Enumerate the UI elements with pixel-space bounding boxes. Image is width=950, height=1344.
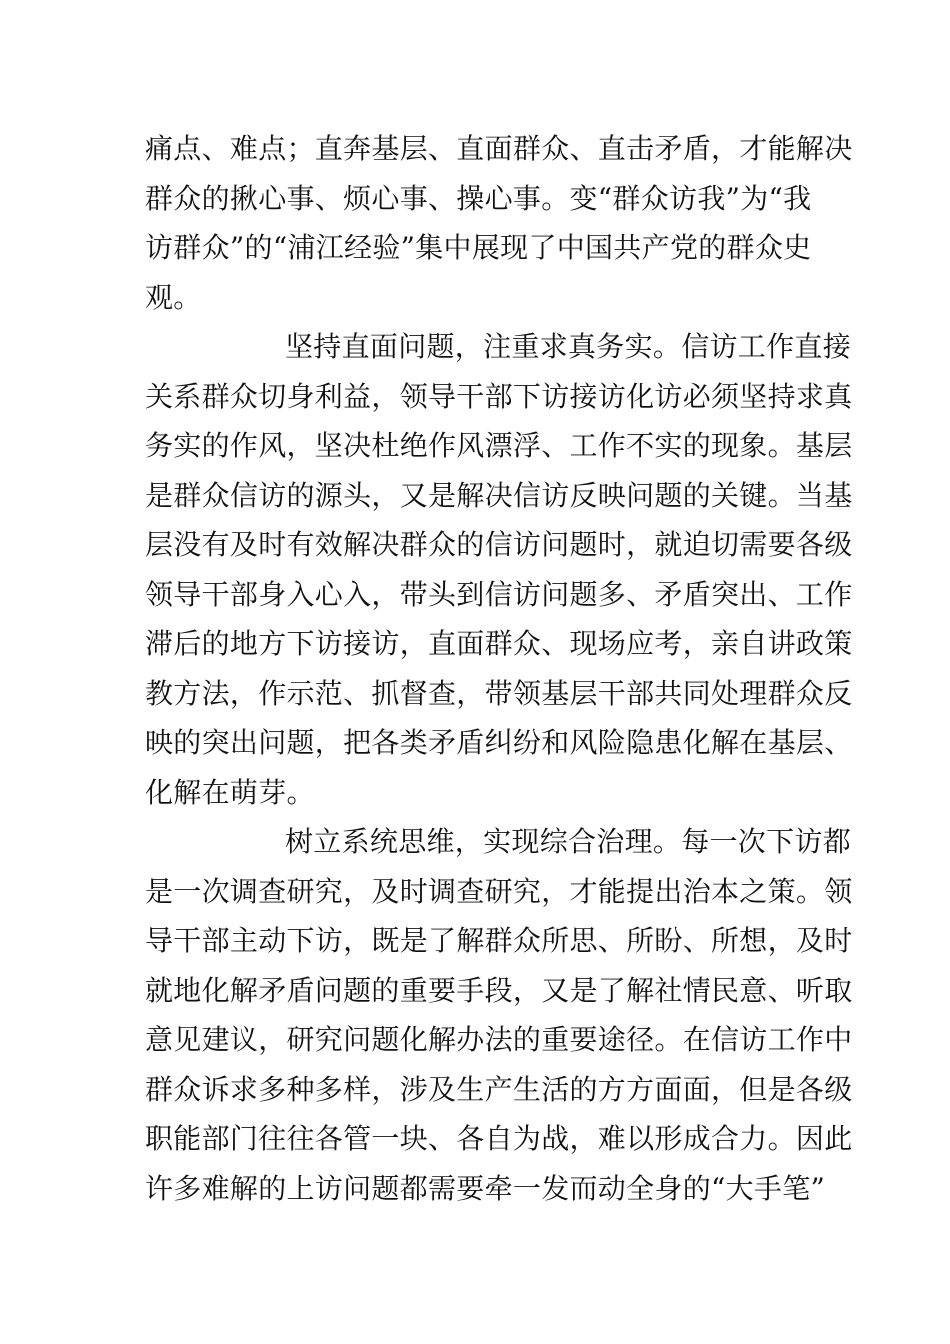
paragraph-line: 领导干部身入心入，带头到信访问题多、矛盾突出、工作 [145, 577, 853, 611]
document-body [145, 124, 853, 1213]
paragraph-1 [145, 124, 853, 322]
paragraph-line: 意见建议，研究问题化解办法的重要途径。在信访工作中 [145, 1023, 853, 1056]
paragraph-line: 许多难解的上访问题都需要牵一发而动全身的“大手笔” [145, 1171, 826, 1205]
paragraph-line: 职能部门往往各管一块、各自为战，难以形成合力。因此 [145, 1122, 853, 1155]
paragraph-line: 导干部主动下访，既是了解群众所思、所盼、所想，及时 [145, 924, 853, 957]
paragraph-2 [145, 322, 853, 817]
paragraph-line: 关系群众切身利益，领导干部下访接访化访必须坚持求真 [145, 379, 853, 413]
paragraph-line: 观。 [145, 280, 202, 314]
paragraph-line: 映的突出问题，把各类矛盾纠纷和风险隐患化解在基层、 [145, 726, 853, 759]
paragraph-line: 务实的作风，坚决杜绝作风漂浮、工作不实的现象。基层 [145, 429, 853, 462]
paragraph-line: 是一次调查研究，及时调查研究，才能提出治本之策。领 [145, 874, 853, 908]
paragraph-line: 访群众”的“浦江经验”集中展现了中国共产党的群众史 [145, 231, 812, 264]
paragraph-line: 是群众信访的源头，又是解决信访反映问题的关键。当基 [145, 478, 853, 512]
paragraph-first-line: 树立系统思维，实现综合治理。每一次下访都 [285, 825, 852, 858]
paragraph-line: 就地化解矛盾问题的重要手段，又是了解社情民意、听取 [145, 973, 853, 1007]
paragraph-3 [145, 817, 853, 1213]
paragraph-line: 群众的揪心事、烦心事、操心事。变“群众访我”为“我 [145, 181, 812, 215]
paragraph-first-line: 坚持直面问题，注重求真务实。信访工作直接 [285, 330, 852, 363]
paragraph-line: 群众诉求多种多样，涉及生产生活的方方面面，但是各级 [145, 1072, 853, 1106]
paragraph-line: 层没有及时有效解决群众的信访问题时，就迫切需要各级 [145, 528, 853, 561]
paragraph-line: 痛点、难点；直奔基层、直面群众、直击矛盾，才能解决 [145, 132, 853, 165]
paragraph-line: 化解在萌芽。 [145, 775, 315, 809]
paragraph-line: 滞后的地方下访接访，直面群众、现场应考，亲自讲政策 [145, 627, 853, 660]
paragraph-line: 教方法，作示范、抓督查，带领基层干部共同处理群众反 [145, 676, 853, 710]
